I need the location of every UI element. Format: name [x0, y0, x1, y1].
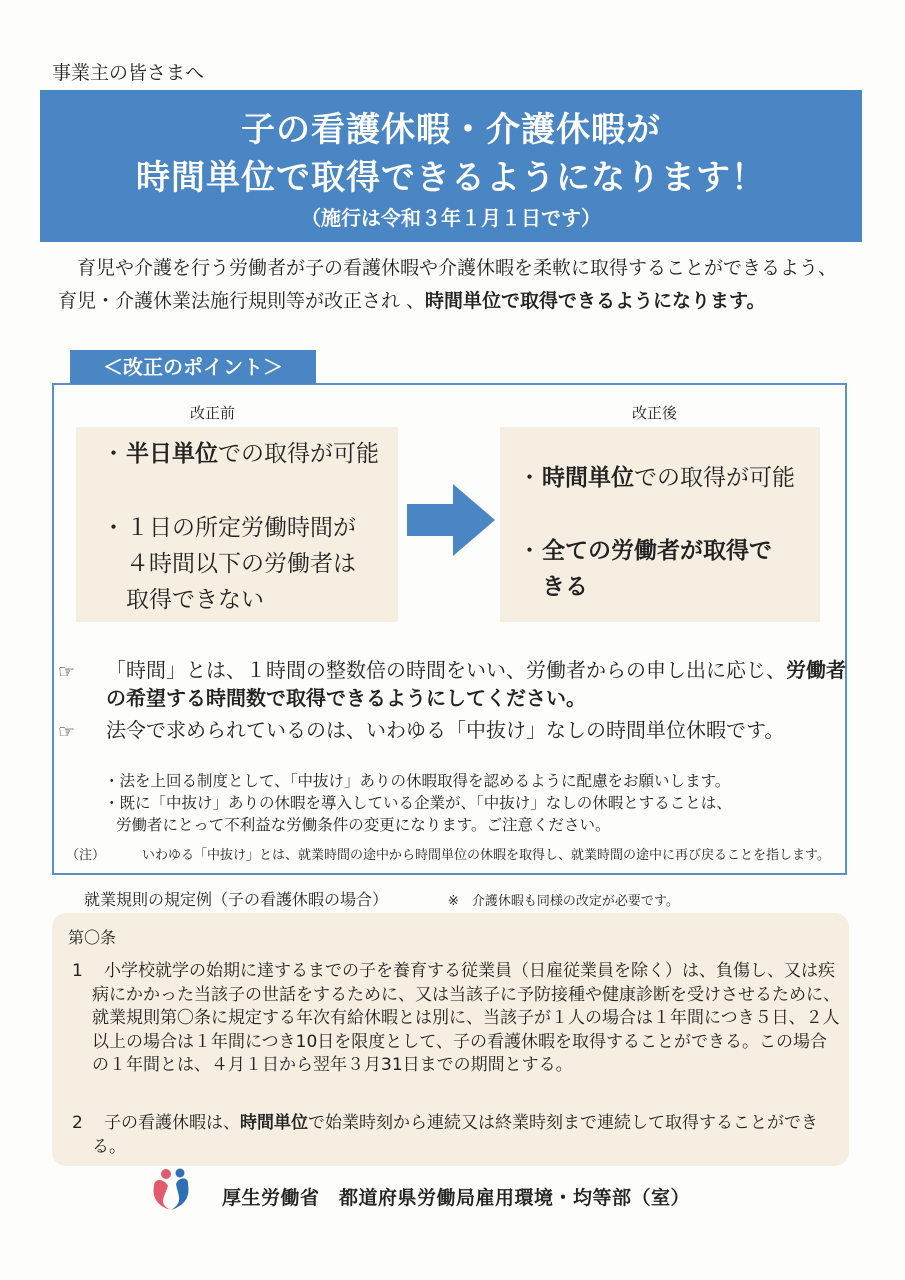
rule-item-2-bold: 時間単位: [240, 1113, 308, 1133]
note-2-sub-1: ・法を上回る制度として、「中抜け」ありの休暇取得を認めるように配慮をお願いします。: [104, 772, 731, 790]
before-bullet-1-rest: での取得が可能: [218, 441, 379, 467]
effective-date: （施行は令和３年１月１日です）: [301, 206, 601, 230]
rules-title: 就業規則の規定例（子の看護休暇の場合）: [84, 890, 389, 909]
bullet-dot: ・: [102, 515, 125, 541]
note-2-text: 法令で求められているのは、いわゆる「中抜け」なしの時間単位休暇です。: [106, 718, 785, 742]
after-label: 改正後: [632, 404, 678, 422]
pointing-hand-icon: ☞: [58, 661, 76, 683]
note-2-sub-2: ・既に「中抜け」ありの休暇を導入している企業が、「中抜け」なしの休暇とすることは、: [104, 794, 732, 812]
note-2-sub-2b: 労働者にとって不利益な労働条件の変更になります。ご注意ください。: [116, 816, 611, 834]
note-2: [58, 716, 848, 776]
after-card: [500, 427, 820, 622]
note-1-text: [106, 656, 846, 712]
intro-text: 育児や介護を行う労働者が子の看護休暇や介護休暇を柔軟に取得することができるよう、育児・介護休業法施行規則等が改正され 、: [58, 257, 838, 312]
points-label: ＜改正のポイント＞: [70, 350, 316, 384]
right-arrow-icon: [407, 484, 495, 560]
rule-item-2-number: 2: [72, 1113, 83, 1133]
intro-bold: 時間単位で取得できるようになります。: [425, 290, 766, 312]
mhlw-logo-icon: [148, 1168, 194, 1216]
title-line-1: 子の看護休暇・介護休暇が: [241, 110, 661, 150]
bullet-dot: ・: [518, 465, 541, 491]
before-bullet-2: [102, 510, 372, 618]
after-bullet-2: [518, 533, 788, 605]
article-heading: 第〇条: [68, 928, 117, 947]
rule-item-1-number: 1: [72, 961, 83, 981]
bullet-dot: ・: [518, 538, 541, 564]
footnote-label: （注）: [66, 848, 106, 863]
before-label: 改正前: [190, 404, 236, 422]
note-1-bold: 労働者の希望する時間数で取得できるようにしてください。: [106, 658, 846, 710]
rule-item-2-a: 子の看護休暇は、: [104, 1113, 240, 1133]
bullet-dot: ・: [102, 441, 125, 467]
before-bullet-2-text: １日の所定労働時間が４時間以下の労働者は取得できない: [126, 515, 356, 613]
intro-paragraph: [58, 252, 848, 318]
note-1: [58, 656, 848, 716]
rule-item-2-text: [92, 1112, 840, 1159]
footer-org: 厚生労働省 都道府県労働局雇用環境・均等部（室）: [222, 1187, 691, 1209]
note-1-plain: 「時間」とは、１時間の整数倍の時間をいい、労働者からの申し出に応じ、: [106, 658, 786, 682]
after-bullet-1-bold: 時間単位: [542, 465, 634, 491]
title-banner: [40, 90, 862, 242]
rule-item-1-text: 小学校就学の始期に達するまでの子を養育する従業員（日雇従業員を除く）は、負傷し、又は疾病にかかった当該子の世話をするために、又は当該子に予防接種や健康診断を受けさせるために、就業規則第〇条に規定する年次有給休暇とは別に、当該子が１人の場合は１年間につき５日、２人以上の場合は１年間につき10日を限度として、子の看護休暇を取得することができる。この場合の１年間とは、４月１日から翌年３月31日までの期間とする。: [92, 961, 840, 1075]
title-line-2: 時間単位で取得できるようになります！: [136, 158, 766, 198]
rule-item-2: [72, 1112, 840, 1162]
addressee: 事業主の皆さまへ: [52, 62, 205, 84]
rules-note: ※ 介護休暇も同様の改定が必要です。: [448, 894, 679, 909]
before-bullet-1-bold: 半日単位: [126, 441, 218, 467]
rule-item-1: [72, 960, 840, 1100]
before-bullet-1: [102, 436, 392, 472]
after-bullet-1-rest: での取得が可能: [634, 465, 795, 491]
after-bullet-2-bold: 全ての労働者が取得できる: [542, 538, 772, 600]
after-bullet-1: [518, 460, 808, 496]
before-card: [76, 427, 398, 622]
rule-item-2-b: で始業時刻から連続又は終業時刻まで連続して取得することができる。: [92, 1113, 818, 1157]
pointing-hand-icon: ☞: [58, 721, 76, 743]
footnote-text: いわゆる「中抜け」とは、就業時間の途中から時間単位の休暇を取得し、就業時間の途中に再び戻ることを指します。: [142, 848, 830, 863]
